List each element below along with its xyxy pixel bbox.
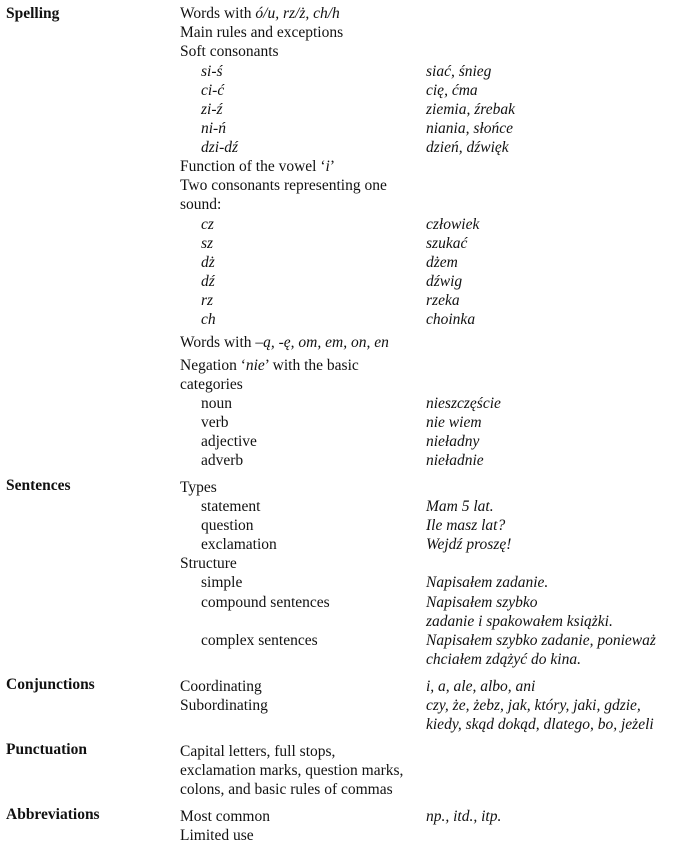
digraph: rz — [201, 292, 214, 309]
conjunctions-coordinating-example: i, a, ale, albo, ani — [426, 678, 536, 695]
negation-example: nieładny — [426, 433, 480, 450]
soft-pair: ci-ć — [201, 82, 225, 99]
category-sentences: Sentences — [6, 477, 71, 494]
structure-complex: complex sentences — [201, 632, 318, 649]
sentence-type: exclamation — [201, 536, 277, 553]
structure-compound-example-cont: zadanie i spakowałem książki. — [426, 613, 613, 630]
category-punctuation: Punctuation — [6, 741, 87, 758]
punctuation-line: Capital letters, full stops, — [180, 743, 336, 760]
negation-category: adverb — [201, 452, 244, 469]
digraph: sz — [201, 235, 214, 252]
category-conjunctions: Conjunctions — [6, 676, 95, 693]
structure-compound: compound sentences — [201, 594, 330, 611]
abbreviations-most-common-example: np., itd., itp. — [426, 808, 502, 825]
negation-prefix: Negation ‘ — [180, 357, 246, 374]
sentence-type: statement — [201, 498, 261, 515]
spelling-two-consonants: Two consonants representing one — [180, 177, 387, 194]
negation-example: nieszczęście — [426, 395, 501, 412]
spelling-soft-consonants: Soft consonants — [180, 43, 279, 60]
spelling-vowel-function — [180, 157, 335, 176]
spelling-main-rules: Main rules and exceptions — [180, 24, 344, 41]
conjunctions-subordinating-example: czy, że, żebz, jak, który, jaki, gdzie, — [426, 697, 641, 714]
soft-pair: zi-ź — [201, 101, 223, 118]
punctuation-line: colons, and basic rules of commas — [180, 781, 393, 798]
structure-complex-example-cont: chciałem zdążyć do kina. — [426, 651, 581, 668]
soft-pair: si-ś — [201, 63, 223, 80]
punctuation-line: exclamation marks, question marks, — [180, 762, 404, 779]
soft-example: siać, śnieg — [426, 63, 492, 80]
soft-pair: ni-ń — [201, 120, 226, 137]
digraph: cz — [201, 216, 214, 233]
sentence-type: question — [201, 517, 254, 534]
soft-pair: dzi-dź — [201, 139, 239, 156]
soft-example: ziemia, źrebak — [426, 101, 515, 118]
digraph: dź — [201, 273, 215, 290]
spelling-two-consonants-cont: sound: — [180, 196, 222, 213]
spelling-nasal-words — [180, 333, 389, 352]
negation-example: nieładnie — [426, 452, 484, 469]
sentence-type-example: Ile masz lat? — [426, 517, 506, 534]
sentence-type-example: Mam 5 lat. — [426, 498, 494, 515]
structure-complex-example: Napisałem szybko zadanie, ponieważ — [426, 632, 656, 649]
negation-category: noun — [201, 395, 232, 412]
soft-example: cię, ćma — [426, 82, 478, 99]
spelling-words-with — [180, 4, 340, 23]
abbreviations-limited-use: Limited use — [180, 827, 254, 844]
words-with-items: ó/u, rz/ż, ch/h — [255, 5, 340, 22]
soft-example: niania, słońce — [426, 120, 513, 137]
digraph: dż — [201, 254, 215, 271]
negation-category: verb — [201, 414, 229, 431]
structure-simple: simple — [201, 574, 243, 591]
nasal-items: –ą, -ę, om, em, on, en — [255, 334, 389, 351]
digraph-example: człowiek — [426, 216, 480, 233]
soft-example: dzień, dźwięk — [426, 139, 509, 156]
category-spelling: Spelling — [6, 5, 60, 22]
vowel-function-suffix: ’ — [329, 158, 335, 175]
conjunctions-subordinating-example-cont: kiedy, skąd dokąd, dlatego, bo, jeżeli — [426, 716, 654, 733]
category-abbreviations: Abbreviations — [6, 806, 100, 823]
digraph-example: rzeka — [426, 292, 460, 309]
negation-category: adjective — [201, 433, 257, 450]
sentences-structure-heading: Structure — [180, 555, 237, 572]
negation-example: nie wiem — [426, 414, 482, 431]
digraph-example: dźwig — [426, 273, 463, 290]
digraph-example: szukać — [426, 235, 468, 252]
negation-word: nie — [245, 357, 265, 374]
abbreviations-most-common: Most common — [180, 808, 270, 825]
nasal-prefix: Words with — [180, 334, 256, 351]
conjunctions-subordinating: Subordinating — [180, 697, 268, 714]
vowel-function-letter: i — [325, 158, 330, 175]
sentences-types-heading: Types — [180, 479, 217, 496]
structure-simple-example: Napisałem zadanie. — [426, 574, 549, 591]
structure-compound-example: Napisałem szybko — [426, 594, 538, 611]
sentence-type-example: Wejdź proszę! — [426, 536, 512, 553]
vowel-function-prefix: Function of the vowel ‘ — [180, 158, 326, 175]
negation-suffix: ’ with the basic — [264, 357, 359, 374]
digraph-example: dżem — [426, 254, 458, 271]
spelling-negation-cont: categories — [180, 376, 243, 393]
digraph-example: choinka — [426, 311, 476, 328]
words-with-prefix: Words with — [180, 5, 256, 22]
digraph: ch — [201, 311, 216, 328]
spelling-negation — [180, 356, 359, 375]
conjunctions-coordinating: Coordinating — [180, 678, 262, 695]
